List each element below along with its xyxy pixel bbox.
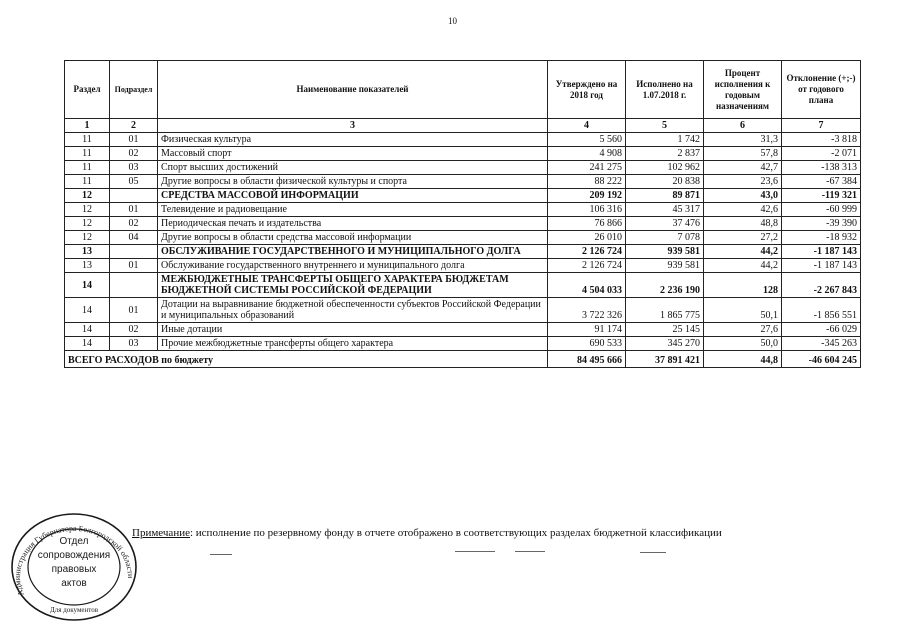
approved-cell: 106 316 <box>548 203 626 217</box>
percent-cell: 27,2 <box>704 231 782 245</box>
podrazdel-cell: 02 <box>110 147 158 161</box>
name-cell: Дотации на выравнивание бюджетной обеспеченности субъектов Российской Федерации и муниципальных образований <box>158 298 548 323</box>
executed-cell: 7 078 <box>626 231 704 245</box>
footnote <box>132 527 722 539</box>
table-row <box>65 175 861 189</box>
podrazdel-cell <box>110 189 158 203</box>
razdel-cell: 11 <box>65 175 110 189</box>
percent-cell: 27,6 <box>704 323 782 337</box>
razdel-cell: 14 <box>65 273 110 298</box>
executed-cell: 1 865 775 <box>626 298 704 323</box>
podrazdel-cell: 03 <box>110 337 158 351</box>
podrazdel-cell <box>110 245 158 259</box>
podrazdel-cell: 01 <box>110 133 158 147</box>
table-row <box>65 231 861 245</box>
name-cell: Периодическая печать и издательства <box>158 217 548 231</box>
scan-speck <box>640 552 666 553</box>
podrazdel-cell: 02 <box>110 323 158 337</box>
approved-cell: 690 533 <box>548 337 626 351</box>
scan-speck <box>515 551 545 552</box>
column-number: 4 <box>548 119 626 133</box>
executed-cell: 939 581 <box>626 245 704 259</box>
name-cell: Физическая культура <box>158 133 548 147</box>
approved-cell: 76 866 <box>548 217 626 231</box>
percent-cell: 43,0 <box>704 189 782 203</box>
header-approved: Утверждено на 2018 год <box>548 61 626 119</box>
name-cell: Спорт высших достижений <box>158 161 548 175</box>
percent-cell: 50,1 <box>704 298 782 323</box>
razdel-cell: 12 <box>65 189 110 203</box>
percent-cell: 42,7 <box>704 161 782 175</box>
scan-speck <box>210 554 232 555</box>
column-number-row <box>65 119 861 133</box>
approved-cell: 4 504 033 <box>548 273 626 298</box>
podrazdel-cell: 03 <box>110 161 158 175</box>
name-cell: ОБСЛУЖИВАНИЕ ГОСУДАРСТВЕННОГО И МУНИЦИПАЛЬНОГО ДОЛГА <box>158 245 548 259</box>
percent-cell: 48,8 <box>704 217 782 231</box>
percent-cell: 31,3 <box>704 133 782 147</box>
percent-cell: 128 <box>704 273 782 298</box>
executed-cell: 939 581 <box>626 259 704 273</box>
table-row <box>65 337 861 351</box>
footnote-text: : исполнение по резервному фонду в отчете отображено в соответствующих разделах бюджетной классификации <box>189 527 722 539</box>
stamp-line4: актов <box>61 578 87 589</box>
executed-cell: 45 317 <box>626 203 704 217</box>
deviation-cell: -1 856 551 <box>782 298 861 323</box>
deviation-cell: -138 313 <box>782 161 861 175</box>
percent-cell: 44,2 <box>704 259 782 273</box>
scan-speck <box>455 551 495 552</box>
official-stamp <box>10 512 138 622</box>
header-name: Наименование показателей <box>158 61 548 119</box>
name-cell: Массовый спорт <box>158 147 548 161</box>
column-number: 3 <box>158 119 548 133</box>
section-row <box>65 273 861 298</box>
razdel-cell: 14 <box>65 298 110 323</box>
name-cell: Другие вопросы в области физической культуры и спорта <box>158 175 548 189</box>
table-body <box>65 133 861 351</box>
total-label: ВСЕГО РАСХОДОВ по бюджету <box>65 351 548 368</box>
column-number: 2 <box>110 119 158 133</box>
header-podrazdel: Подраздел <box>110 61 158 119</box>
total-percent: 44,8 <box>704 351 782 368</box>
executed-cell: 345 270 <box>626 337 704 351</box>
deviation-cell: -39 390 <box>782 217 861 231</box>
column-number: 5 <box>626 119 704 133</box>
total-approved: 84 495 666 <box>548 351 626 368</box>
approved-cell: 3 722 326 <box>548 298 626 323</box>
deviation-cell: -60 999 <box>782 203 861 217</box>
total-deviation: -46 604 245 <box>782 351 861 368</box>
executed-cell: 1 742 <box>626 133 704 147</box>
percent-cell: 23,6 <box>704 175 782 189</box>
percent-cell: 50,0 <box>704 337 782 351</box>
approved-cell: 26 010 <box>548 231 626 245</box>
table-row <box>65 133 861 147</box>
razdel-cell: 11 <box>65 133 110 147</box>
name-cell: Телевидение и радиовещание <box>158 203 548 217</box>
deviation-cell: -119 321 <box>782 189 861 203</box>
deviation-cell: -67 384 <box>782 175 861 189</box>
podrazdel-cell: 04 <box>110 231 158 245</box>
section-row <box>65 189 861 203</box>
executed-cell: 25 145 <box>626 323 704 337</box>
razdel-cell: 14 <box>65 323 110 337</box>
section-row <box>65 245 861 259</box>
executed-cell: 102 962 <box>626 161 704 175</box>
percent-cell: 57,8 <box>704 147 782 161</box>
header-percent: Процент исполнения к годовым назначениям <box>704 61 782 119</box>
table-row <box>65 217 861 231</box>
stamp-line3: правовых <box>51 564 97 575</box>
table-row <box>65 203 861 217</box>
name-cell: Иные дотации <box>158 323 548 337</box>
razdel-cell: 11 <box>65 161 110 175</box>
razdel-cell: 13 <box>65 259 110 273</box>
razdel-cell: 12 <box>65 231 110 245</box>
deviation-cell: -2 267 843 <box>782 273 861 298</box>
approved-cell: 241 275 <box>548 161 626 175</box>
name-cell: Прочие межбюджетные трансферты общего характера <box>158 337 548 351</box>
column-number: 6 <box>704 119 782 133</box>
svg-text:Администрация Губернатора Белг: Администрация Губернатора Белгородской области <box>12 523 136 598</box>
stamp-line1: Отдел <box>59 536 89 547</box>
total-row <box>65 351 861 368</box>
table-row <box>65 259 861 273</box>
deviation-cell: -2 071 <box>782 147 861 161</box>
approved-cell: 209 192 <box>548 189 626 203</box>
column-number: 1 <box>65 119 110 133</box>
column-number: 7 <box>782 119 861 133</box>
approved-cell: 2 126 724 <box>548 245 626 259</box>
approved-cell: 88 222 <box>548 175 626 189</box>
approved-cell: 4 908 <box>548 147 626 161</box>
podrazdel-cell: 02 <box>110 217 158 231</box>
deviation-cell: -1 187 143 <box>782 259 861 273</box>
header-razdel: Раздел <box>65 61 110 119</box>
razdel-cell: 14 <box>65 337 110 351</box>
deviation-cell: -1 187 143 <box>782 245 861 259</box>
razdel-cell: 12 <box>65 203 110 217</box>
percent-cell: 42,6 <box>704 203 782 217</box>
executed-cell: 2 837 <box>626 147 704 161</box>
footnote-label: Примечание <box>132 527 190 539</box>
name-cell: Обслуживание государственного внутреннего и муниципального долга <box>158 259 548 273</box>
table-row <box>65 298 861 323</box>
header-row <box>65 61 861 119</box>
table-row <box>65 161 861 175</box>
table-row <box>65 147 861 161</box>
name-cell: СРЕДСТВА МАССОВОЙ ИНФОРМАЦИИ <box>158 189 548 203</box>
executed-cell: 2 236 190 <box>626 273 704 298</box>
deviation-cell: -345 263 <box>782 337 861 351</box>
percent-cell: 44,2 <box>704 245 782 259</box>
podrazdel-cell: 01 <box>110 259 158 273</box>
deviation-cell: -66 029 <box>782 323 861 337</box>
razdel-cell: 12 <box>65 217 110 231</box>
executed-cell: 20 838 <box>626 175 704 189</box>
razdel-cell: 13 <box>65 245 110 259</box>
table-row <box>65 323 861 337</box>
deviation-cell: -3 818 <box>782 133 861 147</box>
approved-cell: 5 560 <box>548 133 626 147</box>
budget-table <box>64 60 861 368</box>
total-executed: 37 891 421 <box>626 351 704 368</box>
header-executed: Исполнено на 1.07.2018 г. <box>626 61 704 119</box>
deviation-cell: -18 932 <box>782 231 861 245</box>
stamp-bottom: Для документов <box>49 606 99 614</box>
page-number: 10 <box>448 16 457 26</box>
podrazdel-cell: 05 <box>110 175 158 189</box>
podrazdel-cell: 01 <box>110 203 158 217</box>
razdel-cell: 11 <box>65 147 110 161</box>
executed-cell: 37 476 <box>626 217 704 231</box>
podrazdel-cell <box>110 273 158 298</box>
executed-cell: 89 871 <box>626 189 704 203</box>
header-deviation: Отклонение (+;-) от годового плана <box>782 61 861 119</box>
approved-cell: 91 174 <box>548 323 626 337</box>
podrazdel-cell: 01 <box>110 298 158 323</box>
stamp-line2: сопровождения <box>37 550 111 561</box>
name-cell: МЕЖБЮДЖЕТНЫЕ ТРАНСФЕРТЫ ОБЩЕГО ХАРАКТЕРА БЮДЖЕТАМ БЮДЖЕТНОЙ СИСТЕМЫ РОССИЙСКОЙ ФЕДЕРАЦИИ <box>158 273 548 298</box>
name-cell: Другие вопросы в области средства массовой информации <box>158 231 548 245</box>
approved-cell: 2 126 724 <box>548 259 626 273</box>
